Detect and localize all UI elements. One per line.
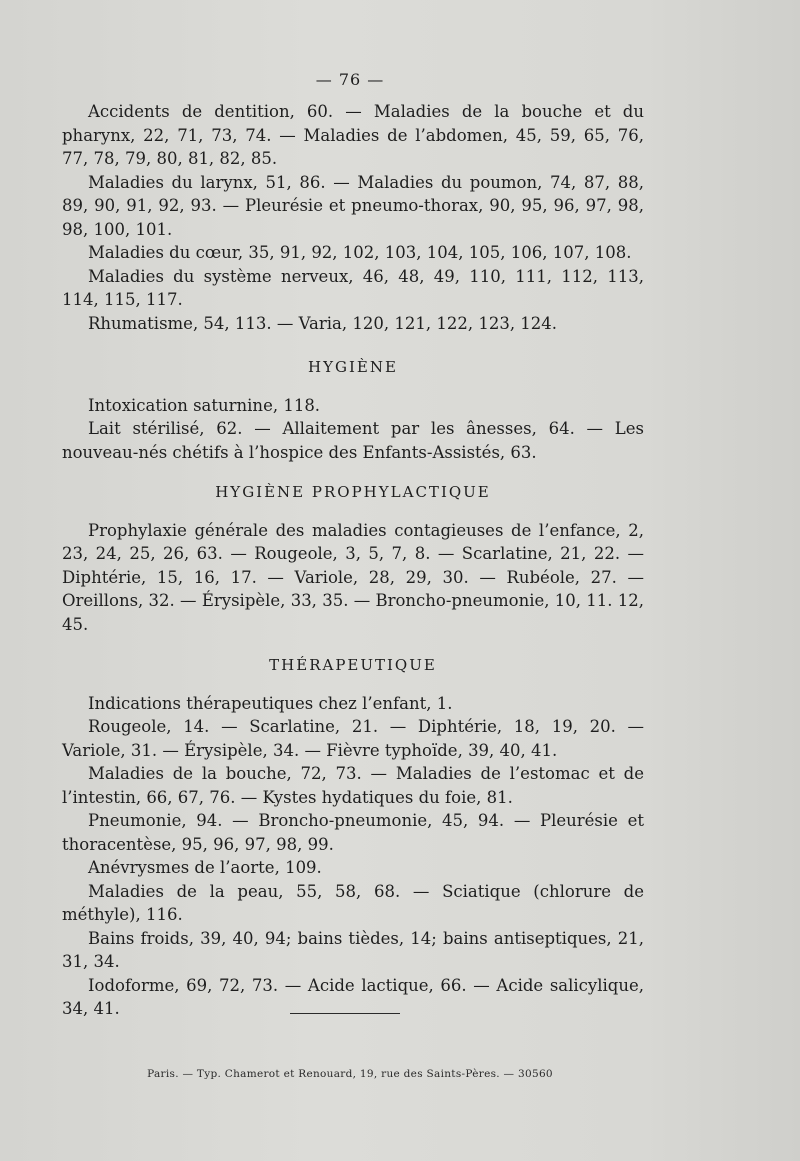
page-number: — 76 — bbox=[315, 70, 385, 89]
paragraph: Maladies de la bouche, 72, 73. — Maladies de l’estomac et de l’intestin, 66, 67, 76. — Kystes hydatiques du foie, 81. bbox=[62, 764, 644, 807]
section-heading-hygiene: HYGIÈNE bbox=[308, 358, 398, 376]
paragraph: Accidents de dentition, 60. — Maladies de la bouche et du pharynx, 22, 71, 73, 74. — Maladies de l’abdomen, 45, 59, 65, 76, 77, 78, 79, 80, 81, 82, 85. bbox=[62, 102, 644, 168]
printer-imprint: Paris. — Typ. Chamerot et Renouard, 19, rue des Saints-Pères. — 30560 bbox=[147, 1068, 553, 1080]
paragraph: Anévrysmes de l’aorte, 109. bbox=[88, 858, 322, 877]
closing-rule bbox=[290, 1013, 400, 1014]
paragraph: Lait stérilisé, 62. — Allaitement par les ânesses, 64. — Les nouveau-nés chétifs à l’hospice des Enfants-Assistés, 63. bbox=[62, 419, 644, 462]
paragraph: Rhumatisme, 54, 113. — Varia, 120, 121, 122, 123, 124. bbox=[88, 313, 558, 333]
paragraph: Bains froids, 39, 40, 94; bains tièdes, 14; bains antiseptiques, 21, 31, 34. bbox=[62, 928, 644, 971]
paragraph: Maladies du système nerveux, 46, 48, 49, 110, 111, 112, 113, 114, 115, 117. bbox=[62, 266, 644, 309]
page-body bbox=[62, 100, 644, 1021]
paragraph: Rougeole, 14. — Scarlatine, 21. — Diphtérie, 18, 19, 20. — Variole, 31. — Érysipèle, 34. — Fièvre typhoïde, 39, 40, 41. bbox=[62, 717, 644, 760]
paragraph: Intoxication saturnine, 118. bbox=[88, 395, 321, 415]
section-heading-hygiene-prophylactique: HYGIÈNE PROPHYLACTIQUE bbox=[215, 483, 491, 501]
section-heading-therapeutique: THÉRAPEUTIQUE bbox=[269, 656, 437, 674]
paragraph: Maladies du cœur, 35, 91, 92, 102, 103, 104, 105, 106, 107, 108. bbox=[88, 243, 632, 262]
paragraph: Pneumonie, 94. — Broncho-pneumonie, 45, 94. — Pleurésie et thoracentèse, 95, 96, 97, 98, 99. bbox=[62, 811, 644, 854]
paragraph: Prophylaxie générale des maladies contagieuses de l’enfance, 2, 23, 24, 25, 26, 63. — Rougeole, 3, 5, 7, 8. — Scarlatine, 21, 22. — Diphtérie, 15, 16, 17. — Variole, 28, 29, 30. — Rubéole, 27. — Oreillons, 32. — Érysipèle, 33, 35. — Broncho-pneumonie, 10, 11. 12, 45. bbox=[62, 520, 644, 634]
paragraph: Maladies de la peau, 55, 58, 68. — Sciatique (chlorure de méthyle), 116. bbox=[62, 881, 644, 924]
paragraph: Iodoforme, 69, 72, 73. — Acide lactique, 66. — Acide salicylique, 34, 41. bbox=[62, 975, 644, 1018]
paragraph: Indications thérapeutiques chez l’enfant, 1. bbox=[88, 693, 453, 713]
paragraph: Maladies du larynx, 51, 86. — Maladies du poumon, 74, 87, 88, 89, 90, 91, 92, 93. — Pleurésie et pneumo-thorax, 90, 95, 96, 97, 98, 98, 100, 101. bbox=[62, 172, 644, 239]
